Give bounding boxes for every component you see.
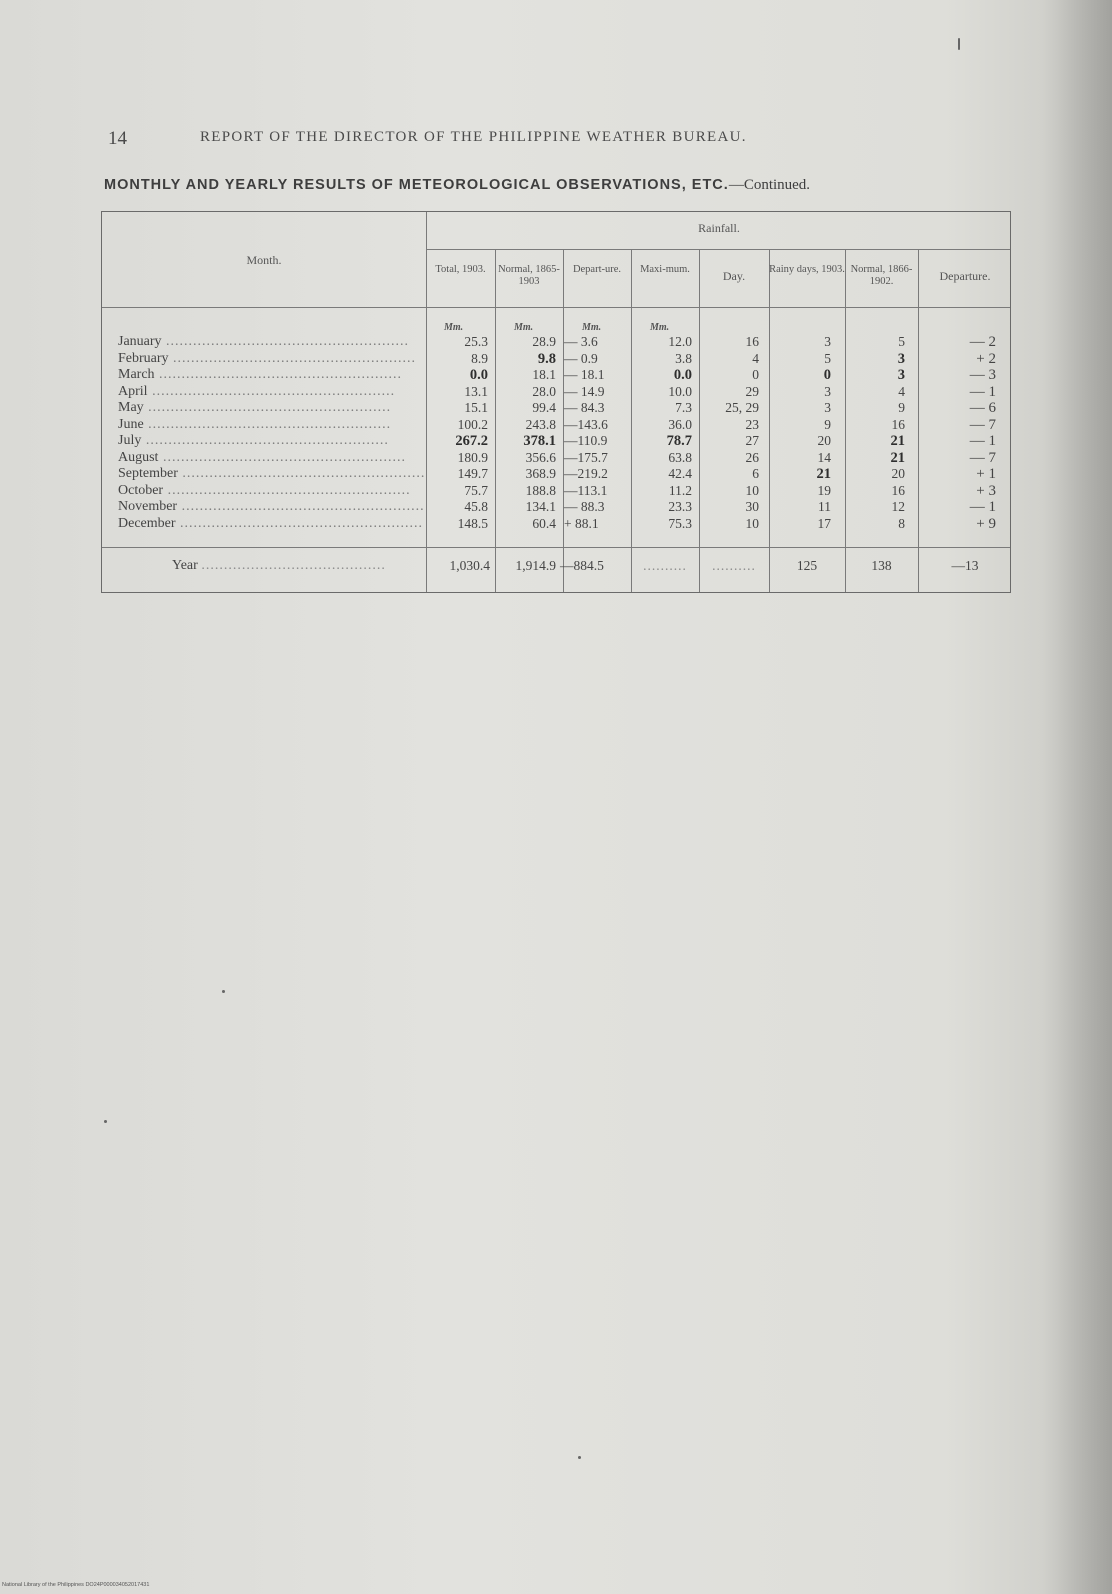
column-header-days-departure: Departure. bbox=[939, 269, 991, 283]
cell-normal: 378.1 bbox=[523, 433, 556, 449]
cell-total: 0.0 bbox=[469, 367, 488, 383]
month-label: June ...................................................... bbox=[118, 416, 392, 432]
cell-maximum: 42.4 bbox=[668, 466, 692, 481]
unit-label: Mm. bbox=[444, 322, 464, 333]
column-header-rainy-days: Rainy days, 1903. bbox=[769, 264, 845, 275]
cell-maximum: 75.3 bbox=[668, 515, 692, 531]
month-label: July ...................................................... bbox=[118, 433, 389, 448]
cell-normal: 18.1 bbox=[532, 367, 556, 382]
cell-normal: 28.0 bbox=[532, 383, 556, 399]
cell-rainy-days: 11 bbox=[818, 499, 831, 514]
cell-rainy-days: 14 bbox=[817, 449, 831, 465]
cell-normal-days: 3 bbox=[897, 367, 905, 383]
cell-days-departure: + 9 bbox=[976, 515, 996, 532]
cell-days-departure: + 1 bbox=[976, 466, 996, 482]
cell-rainy-days: 9 bbox=[824, 416, 831, 432]
cell-normal-days: 21 bbox=[890, 433, 905, 449]
column-header-maximum: Maxi-mum. bbox=[640, 264, 690, 275]
cell-normal: 368.9 bbox=[525, 466, 556, 481]
cell-normal: 99.4 bbox=[532, 400, 556, 415]
cell-departure: — 14.9 bbox=[564, 383, 605, 399]
month-label: April ...................................................... bbox=[118, 383, 396, 399]
cell-normal: 243.8 bbox=[525, 416, 556, 432]
cell-rainy-days: 17 bbox=[817, 515, 831, 531]
year-normal: 1,914.9 bbox=[515, 558, 556, 573]
cell-total: 180.9 bbox=[457, 449, 488, 465]
year-row-label: Year ......................................... bbox=[172, 558, 386, 573]
cell-maximum: 78.7 bbox=[666, 433, 692, 449]
cell-days-departure: — 1 bbox=[969, 499, 996, 515]
cell-day: 6 bbox=[752, 466, 759, 481]
year-row-rule bbox=[102, 547, 1010, 548]
month-label: November ...................................................... bbox=[118, 499, 425, 514]
cell-maximum: 23.3 bbox=[668, 499, 692, 514]
year-days-departure: —13 bbox=[951, 558, 979, 573]
cell-normal-days: 8 bbox=[898, 515, 905, 531]
cell-normal: 9.8 bbox=[537, 350, 556, 367]
scan-speck bbox=[578, 1456, 581, 1459]
cell-normal: 134.1 bbox=[525, 499, 556, 514]
cell-departure: —113.1 bbox=[564, 482, 608, 498]
cell-total: 15.1 bbox=[464, 400, 488, 415]
unit-label: Mm. bbox=[514, 322, 534, 333]
column-header-normal-1865-1903: Normal, 1865-1903 bbox=[498, 264, 560, 287]
cell-rainy-days: 3 bbox=[824, 383, 831, 399]
cell-maximum: 36.0 bbox=[668, 416, 692, 432]
column-header-departure: Depart-ure. bbox=[572, 264, 622, 275]
cell-day: 25, 29 bbox=[725, 400, 759, 415]
cell-normal: 28.9 bbox=[532, 334, 556, 349]
cell-maximum: 12.0 bbox=[668, 334, 692, 349]
cell-maximum: 7.3 bbox=[675, 400, 692, 415]
cell-rainy-days: 20 bbox=[817, 433, 831, 448]
cell-normal-days: 20 bbox=[891, 466, 905, 481]
unit-label: Mm. bbox=[650, 322, 670, 333]
cell-maximum: 10.0 bbox=[668, 383, 692, 399]
page-edge-shadow bbox=[1042, 0, 1112, 1594]
year-normal-days: 138 bbox=[871, 558, 892, 573]
cell-rainy-days: 3 bbox=[824, 334, 831, 349]
year-day-blank: .......... bbox=[712, 558, 756, 573]
column-header-day: Day. bbox=[722, 269, 746, 283]
rainfall-table bbox=[101, 211, 1011, 593]
cell-rainy-days: 19 bbox=[817, 482, 831, 498]
year-departure: —884.5 bbox=[560, 558, 604, 573]
cell-departure: + 88.1 bbox=[564, 515, 599, 531]
cell-maximum: 11.2 bbox=[668, 482, 692, 498]
cell-normal-days: 16 bbox=[891, 416, 905, 432]
cell-maximum: 0.0 bbox=[673, 367, 692, 383]
cell-day: 27 bbox=[745, 433, 759, 448]
cell-total: 100.2 bbox=[457, 416, 488, 432]
rainfall-group-header: Rainfall. bbox=[698, 221, 740, 235]
cell-departure: —175.7 bbox=[564, 449, 608, 465]
scan-speck bbox=[958, 38, 960, 50]
cell-total: 8.9 bbox=[471, 350, 488, 366]
cell-departure: — 0.9 bbox=[564, 350, 598, 366]
cell-day: 16 bbox=[745, 334, 759, 349]
page-number: 14 bbox=[108, 128, 127, 149]
cell-days-departure: — 1 bbox=[969, 433, 996, 449]
cell-total: 149.7 bbox=[457, 466, 488, 481]
cell-departure: —143.6 bbox=[564, 416, 608, 432]
cell-normal-days: 16 bbox=[891, 482, 905, 498]
cell-days-departure: — 1 bbox=[969, 383, 996, 400]
cell-days-departure: + 2 bbox=[976, 350, 996, 367]
cell-total: 148.5 bbox=[457, 515, 488, 531]
cell-day: 23 bbox=[745, 416, 759, 432]
cell-total: 75.7 bbox=[464, 482, 488, 498]
cell-normal: 356.6 bbox=[525, 449, 556, 465]
month-label: September ...................................................... bbox=[118, 466, 426, 481]
cell-rainy-days: 21 bbox=[816, 466, 831, 482]
cell-days-departure: — 3 bbox=[969, 367, 996, 383]
cell-departure: —110.9 bbox=[564, 433, 608, 448]
cell-days-departure: — 7 bbox=[969, 449, 996, 466]
month-label: October ...................................................... bbox=[118, 482, 411, 498]
cell-normal: 188.8 bbox=[525, 482, 556, 498]
cell-days-departure: — 7 bbox=[969, 416, 996, 433]
cell-total: 25.3 bbox=[464, 334, 488, 349]
month-label: February ...................................................... bbox=[118, 350, 417, 366]
cell-departure: — 18.1 bbox=[564, 367, 605, 382]
column-header-total-1903: Total, 1903. bbox=[435, 264, 486, 275]
year-maximum-blank: .......... bbox=[643, 558, 687, 573]
running-head: REPORT OF THE DIRECTOR OF THE PHILIPPINE WEATHER BUREAU. bbox=[200, 129, 747, 145]
cell-day: 26 bbox=[745, 449, 759, 465]
cell-total: 13.1 bbox=[464, 383, 488, 399]
cell-day: 10 bbox=[745, 482, 759, 498]
cell-normal-days: 12 bbox=[891, 499, 905, 514]
table-title-text: MONTHLY AND YEARLY RESULTS OF METEOROLOGICAL OBSERVATIONS, ETC. bbox=[104, 177, 729, 193]
month-label: December ...................................................... bbox=[118, 515, 424, 531]
month-label: August ...................................................... bbox=[118, 449, 406, 465]
cell-normal-days: 9 bbox=[898, 400, 905, 415]
table-title-suffix: —Continued. bbox=[728, 177, 811, 193]
cell-departure: — 84.3 bbox=[564, 400, 605, 415]
cell-day: 0 bbox=[752, 367, 759, 382]
cell-rainy-days: 0 bbox=[823, 367, 831, 383]
cell-normal-days: 4 bbox=[898, 383, 905, 399]
cell-normal-days: 5 bbox=[898, 334, 905, 349]
unit-label: Mm. bbox=[582, 322, 602, 333]
table-title bbox=[104, 177, 1014, 194]
footer-note: National Library of the Philippines DO24P000034052017431 bbox=[2, 1582, 150, 1588]
month-label: March ...................................................... bbox=[118, 367, 403, 382]
cell-day: 10 bbox=[745, 515, 759, 531]
month-column-header: Month. bbox=[246, 253, 282, 267]
cell-days-departure: + 3 bbox=[976, 482, 996, 499]
year-rainy-days: 125 bbox=[796, 558, 818, 573]
cell-maximum: 63.8 bbox=[668, 449, 692, 465]
cell-days-departure: — 6 bbox=[969, 400, 996, 416]
cell-normal-days: 3 bbox=[897, 350, 905, 367]
header-rule bbox=[426, 249, 1010, 250]
cell-normal-days: 21 bbox=[890, 449, 905, 466]
cell-normal: 60.4 bbox=[532, 515, 556, 531]
column-header-normal-days: Normal, 1866-1902. bbox=[850, 264, 913, 287]
cell-day: 29 bbox=[745, 383, 759, 399]
scan-speck bbox=[222, 990, 225, 993]
cell-departure: — 3.6 bbox=[564, 334, 598, 349]
cell-rainy-days: 3 bbox=[824, 400, 831, 415]
cell-total: 267.2 bbox=[455, 433, 488, 449]
cell-days-departure: — 2 bbox=[969, 334, 996, 350]
month-label: May ...................................................... bbox=[118, 400, 392, 415]
cell-maximum: 3.8 bbox=[675, 350, 692, 366]
cell-rainy-days: 5 bbox=[824, 350, 831, 366]
cell-departure: — 88.3 bbox=[564, 499, 605, 514]
cell-day: 30 bbox=[745, 499, 759, 514]
year-total: 1,030.4 bbox=[449, 558, 490, 573]
cell-departure: —219.2 bbox=[564, 466, 608, 481]
cell-day: 4 bbox=[752, 350, 759, 366]
month-label: January ...................................................... bbox=[118, 334, 410, 349]
header-bottom-rule bbox=[102, 307, 1010, 308]
cell-total: 45.8 bbox=[464, 499, 488, 514]
scan-speck bbox=[104, 1120, 107, 1123]
